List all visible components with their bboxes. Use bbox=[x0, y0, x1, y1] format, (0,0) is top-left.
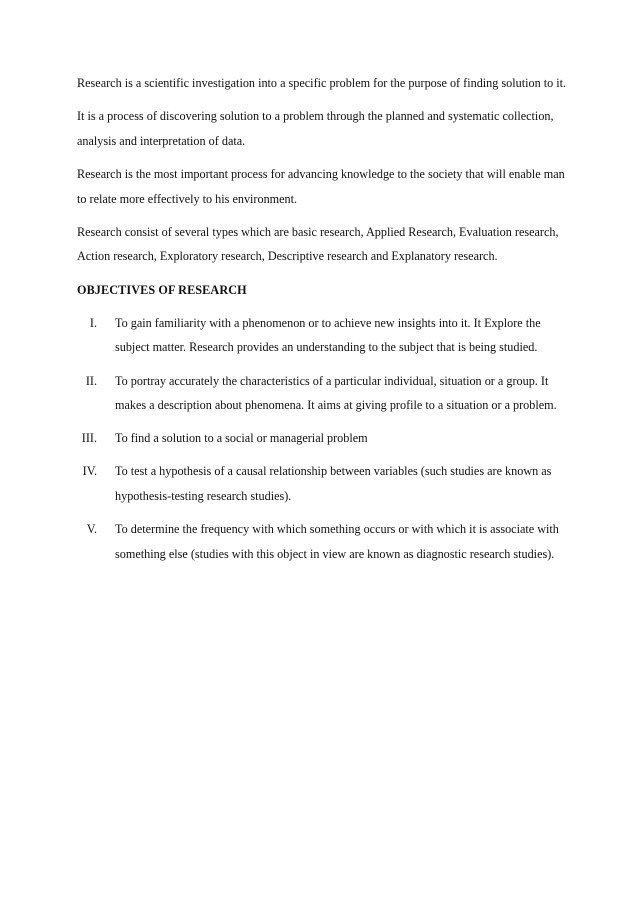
section-heading: OBJECTIVES OF RESEARCH bbox=[77, 282, 247, 297]
objective-numeral: II. bbox=[85, 373, 97, 388]
objective-item bbox=[77, 459, 569, 508]
objective-item bbox=[77, 311, 569, 360]
objective-text: To test a hypothesis of a causal relationship between variables (such studies are known as hypothesis-testing research studies). bbox=[115, 464, 552, 504]
objective-numeral: III. bbox=[81, 431, 97, 446]
objective-item bbox=[77, 517, 569, 566]
objective-text: To portray accurately the characteristics of a particular individual, situation or a group. It makes a description about phenomena. It aims at giving profile to a situation or a problem. bbox=[115, 373, 557, 413]
paragraph-definition: Research is a scientific investigation into a specific problem for the purpose of finding solution to it. bbox=[77, 76, 567, 90]
objective-numeral: V. bbox=[86, 522, 97, 537]
objective-item bbox=[77, 369, 569, 418]
objective-item bbox=[77, 426, 569, 451]
objective-numeral: I. bbox=[89, 315, 97, 330]
paragraph-process: It is a process of discovering solution to a problem through the planned and systematic collection, analysis and interpretation of data. bbox=[77, 109, 554, 148]
paragraph-importance: Research is the most important process for advancing knowledge to the society that will enable man to relate more effectively to his environment. bbox=[77, 166, 565, 206]
document-body bbox=[77, 71, 569, 575]
paragraph-types: Research consist of several types which are basic research, Applied Research, Evaluation research, Action research, Exploratory research, Descriptive research and Explanatory research. bbox=[77, 224, 559, 264]
objective-text: To find a solution to a social or managerial problem bbox=[115, 431, 368, 446]
objective-text: To determine the frequency with which something occurs or with which it is associate with something else (studies with this object in view are known as diagnostic research studies). bbox=[115, 522, 559, 561]
objective-text: To gain familiarity with a phenomenon or to achieve new insights into it. It Explore the subject matter. Research provides an understanding to the subject that is being studied. bbox=[115, 315, 541, 355]
objective-numeral: IV. bbox=[82, 464, 97, 479]
